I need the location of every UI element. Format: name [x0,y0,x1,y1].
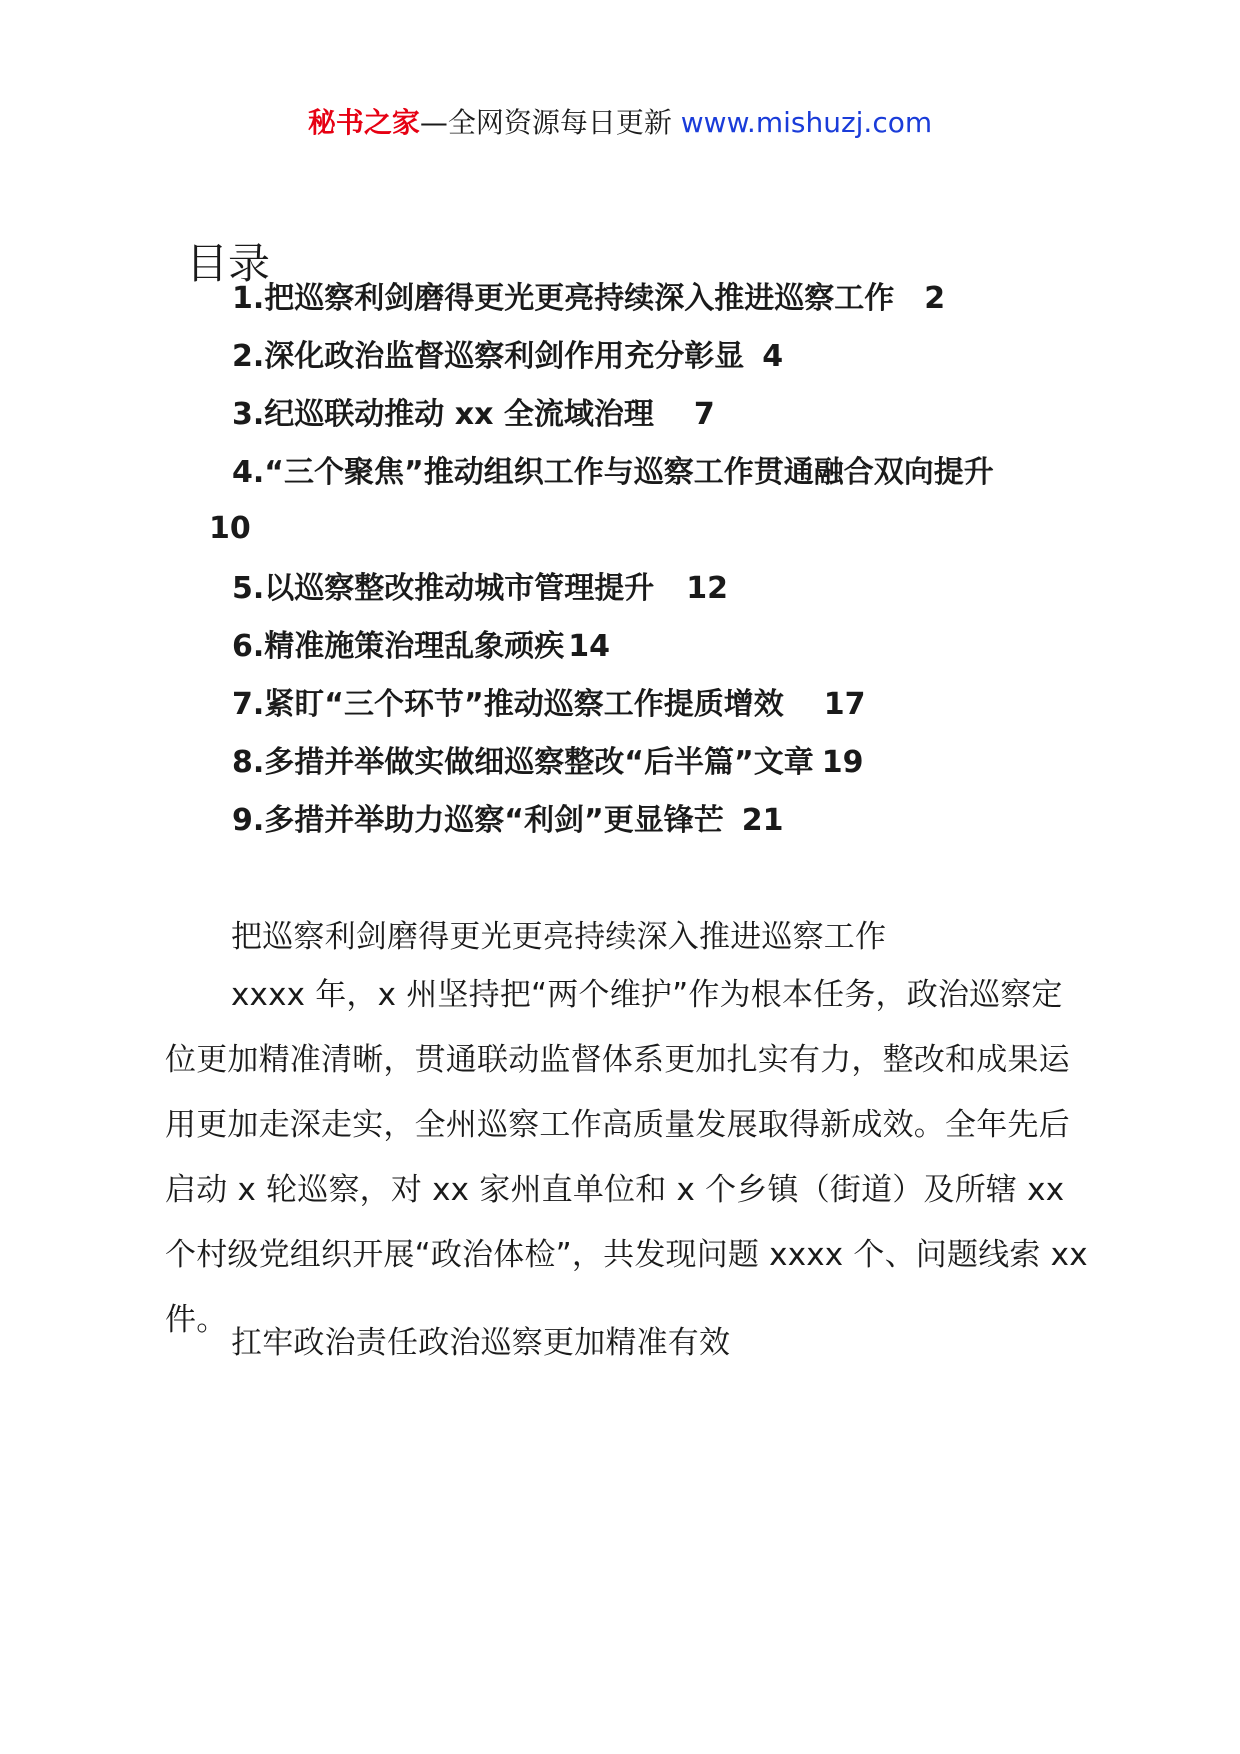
toc-item-page: 10 [209,511,251,546]
toc-item-label: 3.纪巡联动推动 xx 全流域治理 [232,397,654,432]
toc-item-label: 7.紧盯“三个环节”推动巡察工作提质增效 [232,687,784,722]
toc-item[interactable] [232,277,945,321]
toc-item[interactable] [232,625,610,669]
toc-item-page: 12 [686,571,729,606]
toc-title: 目录 [186,239,271,288]
toc-item[interactable] [232,567,728,611]
toc-item[interactable] [232,451,994,495]
toc-item-page: 4 [762,339,784,374]
toc-item-label: 9.多措并举助力巡察“利剑”更显锋芒 [232,803,724,838]
toc-item-label: 1.把巡察利剑磨得更光更亮持续深入推进巡察工作 [232,281,895,316]
site-banner [0,103,1240,143]
toc-item[interactable] [232,741,863,785]
section-heading: 扛牢政治责任政治巡察更加精准有效 [231,1325,731,1361]
toc-item-page: 2 [924,281,946,316]
toc-item-page: 7 [693,397,715,432]
toc-item-page: 17 [823,687,866,722]
body-paragraph: xxxx 年，x 州坚持把“两个维护”作为根本任务，政治巡察定位更加精准清晰，贯通联动监督体系更加扎实有力，整改和成果运用更加走深走实，全州巡察工作高质量发展取得新成效。全年先后启动 x 轮巡察，对 xx 家州直单位和 x 个乡镇（街道）及所辖 xx 个村级党组织开展“政治体检”，共发现问题 xxxx 个、问题线索 xx 件。 [165,977,1088,1338]
toc-item-page: 19 [821,745,864,780]
toc-item-label: 5.以巡察整改推动城市管理提升 [232,571,655,606]
toc-item-label: 2.深化政治监督巡察利剑作用充分彰显 [232,339,745,374]
toc-item-page: 21 [741,803,784,838]
toc-item-label: 4.“三个聚焦”推动组织工作与巡察工作贯通融合双向提升 [232,455,994,490]
site-brand: 秘书之家 [307,106,420,139]
toc-item[interactable] [232,683,865,727]
section-heading: 把巡察利剑磨得更光更亮持续深入推进巡察工作 [231,919,887,955]
toc-item-page: 14 [568,629,611,664]
toc-item[interactable] [232,335,783,379]
toc-item[interactable] [232,393,715,437]
toc-item[interactable] [232,799,783,843]
toc-item-label: 6.精准施策治理乱象顽疾 [232,629,565,664]
site-tagline: —全网资源每日更新 [419,106,681,139]
site-url-link[interactable]: www.mishuzj.com [680,106,933,139]
toc-item-label: 8.多措并举做实做细巡察整改“后半篇”文章 [232,745,814,780]
